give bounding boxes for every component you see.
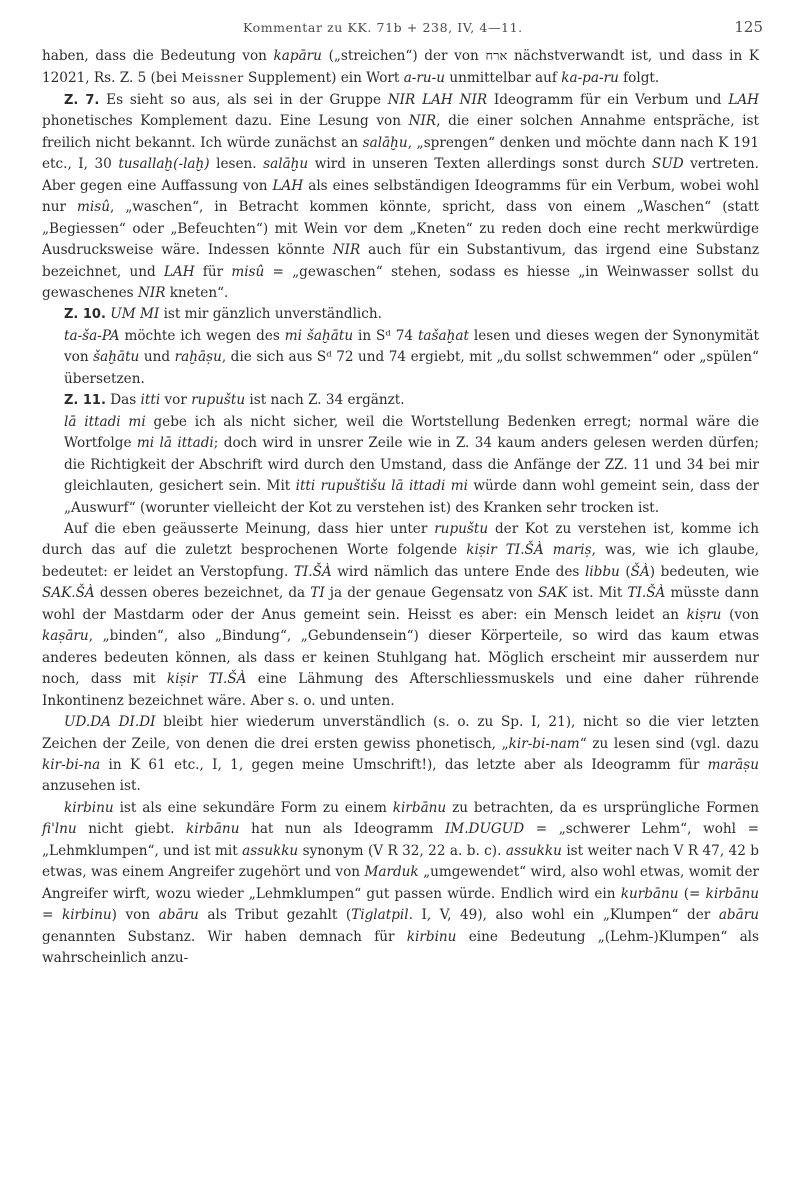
text-run: „umgewendet“ wird, also wohl etwas, womit der Angreifer wirft, wozu wieder „Lehmklumpen“ gut passen würde. Endlich wird ein <box>42 864 759 902</box>
text-run: haben, dass die Bedeutung von <box>42 48 274 64</box>
text-run: Ideogramm für ein Verbum und <box>487 91 729 108</box>
text-run: kiṣir TI.ŠÀ <box>466 542 544 559</box>
text-run: mi šaḫātu <box>284 327 354 344</box>
text-run: , „sprengen“ denken und möchte dann nach K 191 etc., I, 30 <box>42 134 759 173</box>
text-run: vor <box>160 392 192 409</box>
text-run: Das <box>105 392 141 409</box>
paragraph <box>42 712 759 798</box>
text-run: ist. Mit <box>567 585 628 602</box>
paragraph <box>42 412 759 519</box>
text-run: misû <box>77 199 111 216</box>
text-run: kiṣru <box>686 606 722 623</box>
text-run: in K 61 etc., I, 1, gegen meine Umschrift!), das letzte aber als Ideogramm für <box>100 756 708 773</box>
text-run: marāṣu <box>707 756 759 773</box>
text-run: ( <box>619 563 631 580</box>
text-run: LAH <box>163 263 195 280</box>
text-run: kneten“. <box>165 284 229 301</box>
text-run: TI <box>310 585 325 602</box>
text-run: unmittelbar auf <box>445 70 562 87</box>
text-run: ist nach Z. 34 ergänzt. <box>245 392 405 409</box>
text-run: kirbinu <box>61 907 112 924</box>
text-run: UD.DA DI.DI <box>64 714 156 731</box>
text-run: folgt. <box>618 70 660 87</box>
text-run: itti rupuštišu lā ittadi mi <box>295 478 468 495</box>
text-run: , die einer solchen Annahme entspräche, ist freilich nicht bekannt. Ich würde zunächst an <box>42 113 759 151</box>
text-run: der Kot zu verstehen ist, komme ich durch das auf die zuletzt besprochenen Worte folgende <box>42 520 759 559</box>
line-label: Z. 10. <box>64 307 106 323</box>
text-run <box>544 542 553 558</box>
text-run: assukku <box>242 842 299 859</box>
text-run: phonetisches Komplement dazu. Eine Lesung von <box>42 113 409 130</box>
text-run: würde dann wohl gemeint sein, dass der „Auswurf“ (worunter vielleicht der Kot zu verstehen ist) des Kranken sehr trocken ist. <box>64 478 759 516</box>
line-label: Z. 11. <box>64 393 106 409</box>
line-label: Z. 7. <box>64 92 100 108</box>
page-number: 125 <box>734 18 763 36</box>
text-run: tašaḫat <box>417 327 469 344</box>
text-run: Auf die eben geäusserte Meinung, dass hier unter <box>64 520 435 537</box>
entry-line-11 <box>42 390 759 411</box>
text-run: nicht giebt. <box>76 821 187 838</box>
text-run: (= <box>678 885 706 902</box>
text-run: SAK <box>538 585 568 602</box>
text-run: SUD <box>651 156 684 173</box>
running-header <box>243 20 763 35</box>
text-run: salāḫu <box>263 156 309 173</box>
paragraph <box>42 326 759 390</box>
text-run: a-ru-u <box>403 70 445 87</box>
text-run: Marduk <box>364 864 419 881</box>
text-run: kurbānu <box>620 885 679 902</box>
text-run: NIR <box>332 242 361 259</box>
text-run: synonym (V R 32, 22 a. b. c). <box>298 842 506 859</box>
text-run: abāru <box>158 907 199 924</box>
text-run: Tiglatpil. <box>351 907 413 924</box>
text-run: bleibt hier wiederum unverständlich (s. o. zu Sp. I, 21), nicht so die vier letzten Zeichen der Zeile, von denen die drei ersten gewiss phonetisch, „ <box>42 714 759 752</box>
text-run: = <box>42 907 62 924</box>
text-run: ja der genaue Gegensatz von <box>324 585 539 602</box>
text-run: Es sieht so aus, als sei in der Gruppe <box>99 91 388 108</box>
text-run: assukku <box>505 842 562 859</box>
text-run: rupuštu <box>191 392 246 409</box>
text-run: “ zu lesen sind (vgl. dazu <box>579 735 759 752</box>
text-run: , was, wie ich glaube, bedeutet: er leidet an Verstopfung. <box>42 542 760 580</box>
text-run: kirbinu <box>64 799 114 816</box>
text-run: für <box>194 263 232 280</box>
text-run: LAH <box>272 177 304 194</box>
text-run: ŠÀ <box>630 563 650 580</box>
text-run: eine Bedeutung „(Lehm-)Klumpen“ als wahrscheinlich anzu- <box>42 928 759 967</box>
text-run: TI.ŠÀ <box>293 563 332 580</box>
text-run: šaḫātu <box>93 349 140 366</box>
text-run: mariṣ <box>552 542 592 559</box>
paragraph <box>42 519 759 712</box>
paragraph-continuation <box>42 46 759 90</box>
text-run: möchte ich wegen des <box>119 327 285 344</box>
text-run: mi lā ittadi <box>136 435 214 452</box>
text-run: tusallaḫ(-laḫ) <box>118 156 210 173</box>
text-run: kapāru <box>273 48 322 64</box>
text-run: LAH <box>728 91 760 108</box>
text-run: genannten Substanz. Wir haben demnach für <box>42 928 407 945</box>
text-run: kir-bi-na <box>42 756 101 773</box>
text-run: gebe ich als nicht sicher, weil die Wortstellung Bedenken erregt; normal wäre die Wortfolge <box>64 413 759 452</box>
text-run: ka-pa-ru <box>561 70 619 87</box>
commentary-body <box>42 46 759 969</box>
text-run: („streichen“) der von <box>321 48 486 64</box>
text-run: müsste dann wohl der Mastdarm oder der Anus gemeint sein. Heisst es aber: ein Mensch leidet an <box>42 585 759 623</box>
text-run: kaṣāru <box>42 628 89 645</box>
text-run: lesen. <box>209 156 264 173</box>
text-run: dessen oberes bezeichnet, da <box>94 585 311 602</box>
text-run: = „gewaschen“ stehen, sodass es hiesse „in Weinwasser sollst du gewaschenes <box>42 263 760 301</box>
text-run: Supplement) ein Wort <box>243 70 404 87</box>
text-run: nächstverwandt ist, und dass in K 12021, Rs. Z. 5 (bei <box>42 48 760 87</box>
entry-line-7 <box>42 90 759 305</box>
text-run: eine Lähmung des Afterschliessmuskels und eine daher rührende Inkontinenz bezeichnet wäre. Aber s. o. und unten. <box>42 671 759 709</box>
text-run: ) bedeuten, wie <box>649 563 760 580</box>
text-run: NIR <box>408 113 437 130</box>
text-run: als Tribut gezahlt ( <box>198 907 352 924</box>
text-run: rupuštu <box>434 520 489 537</box>
text-run: (von <box>721 606 759 623</box>
text-run: IM.DUGUD <box>444 821 525 838</box>
text-run: , die sich aus Sᵈ 72 und 74 ergiebt, mit „du sollst schwemmen“ oder „spülen“ übersetzen. <box>64 349 759 387</box>
text-run: lesen und dieses wegen der Synonymität von <box>64 327 759 366</box>
text-run: raḫāṣu <box>174 349 222 366</box>
text-run: Meissner <box>181 70 244 86</box>
text-run: kirbinu <box>406 928 457 945</box>
text-run: hat nun als Ideogramm <box>239 821 445 838</box>
text-run: ta-ša-PA <box>64 327 120 344</box>
text-run: UM MI <box>110 306 160 323</box>
text-run: in Sᵈ 74 <box>353 327 418 344</box>
text-run: ist als eine sekundäre Form zu einem <box>113 799 393 816</box>
text-run: ארח <box>485 49 508 64</box>
text-run: NIR LAH NIR <box>387 91 488 108</box>
text-run: abāru <box>718 907 759 924</box>
text-run: auch für ein Substantivum, das irgend eine Substanz bezeichnet, und <box>42 242 759 280</box>
text-run: = „schwerer Lehm“, wohl = „Lehmklumpen“, und ist mit <box>42 821 760 859</box>
text-run: kiṣir TI.ŠÀ <box>166 671 247 688</box>
text-run: itti <box>140 392 161 409</box>
text-run: misû <box>231 263 265 280</box>
text-run: zu betrachten, da es ursprüngliche Formen <box>446 799 760 816</box>
text-run: als eines selbständigen Ideogramms für ein Verbum, wobei wohl nur <box>42 177 759 216</box>
text-run: ist weiter nach V R 47, 42 b etwas, was einem Angreifer zugehört und von <box>42 842 759 881</box>
text-run: I, V, 49), also wohl ein „Klumpen“ der <box>412 907 719 924</box>
text-run: kirbānu <box>392 799 447 816</box>
text-run: kirbānu <box>705 885 759 902</box>
text-run: ; doch wird in unsrer Zeile wie in Z. 34 kaum anders gelesen werden dürfen; die Richtigkeit der Abschrift wird durch den Umstand, dass die Anfänge der ZZ. 11 und 34 bei mir gleichlauten, gesichert sein. Mit <box>64 435 759 495</box>
text-run: vertreten. Aber gegen eine Auffassung von <box>42 156 759 194</box>
text-run: ) von <box>111 907 159 924</box>
paragraph <box>42 798 759 970</box>
text-run: anzusehen ist. <box>42 778 141 795</box>
text-run: und <box>139 349 175 366</box>
text-run: kirbānu <box>186 821 240 838</box>
text-run: SAK.ŠÀ <box>42 585 95 602</box>
text-run: , „binden“, also „Bindung“, „Gebundensein“) dieser Körperteile, so wird das kaum etwas anderes bedeuten können, als dass er keinen Stuhlgang hat. Möglich erscheint mir ausserdem nur noch, dass mit <box>42 628 759 688</box>
entry-line-10 <box>42 304 759 325</box>
text-run: wird nämlich das untere Ende des <box>331 563 585 580</box>
text-run: lā ittadi mi <box>64 413 146 430</box>
text-run: salāḫu <box>362 134 408 151</box>
text-run: TI.ŠÀ <box>627 585 666 602</box>
header-title: Kommentar zu KK. 71b + 238, IV, 4—11. <box>243 20 523 35</box>
text-run: ist mir gänzlich unverständlich. <box>159 306 382 323</box>
text-run: , „waschen“, in Betracht kommen könnte, spricht, dass von einem „Waschen“ (statt „Begiessen“ oder „Befeuchten“) mit Wein vor dem „Kneten“ zu reden doch eine recht merkwürdige Ausdrucksweise wäre. Indessen könnte <box>42 199 759 259</box>
text-run: NIR <box>137 284 166 301</box>
text-run: wird in unseren Texten allerdings sonst durch <box>308 156 652 173</box>
text-run: kir-bi-nam <box>508 735 580 752</box>
text-run: fi'lnu <box>42 821 77 838</box>
text-run: libbu <box>584 563 620 580</box>
